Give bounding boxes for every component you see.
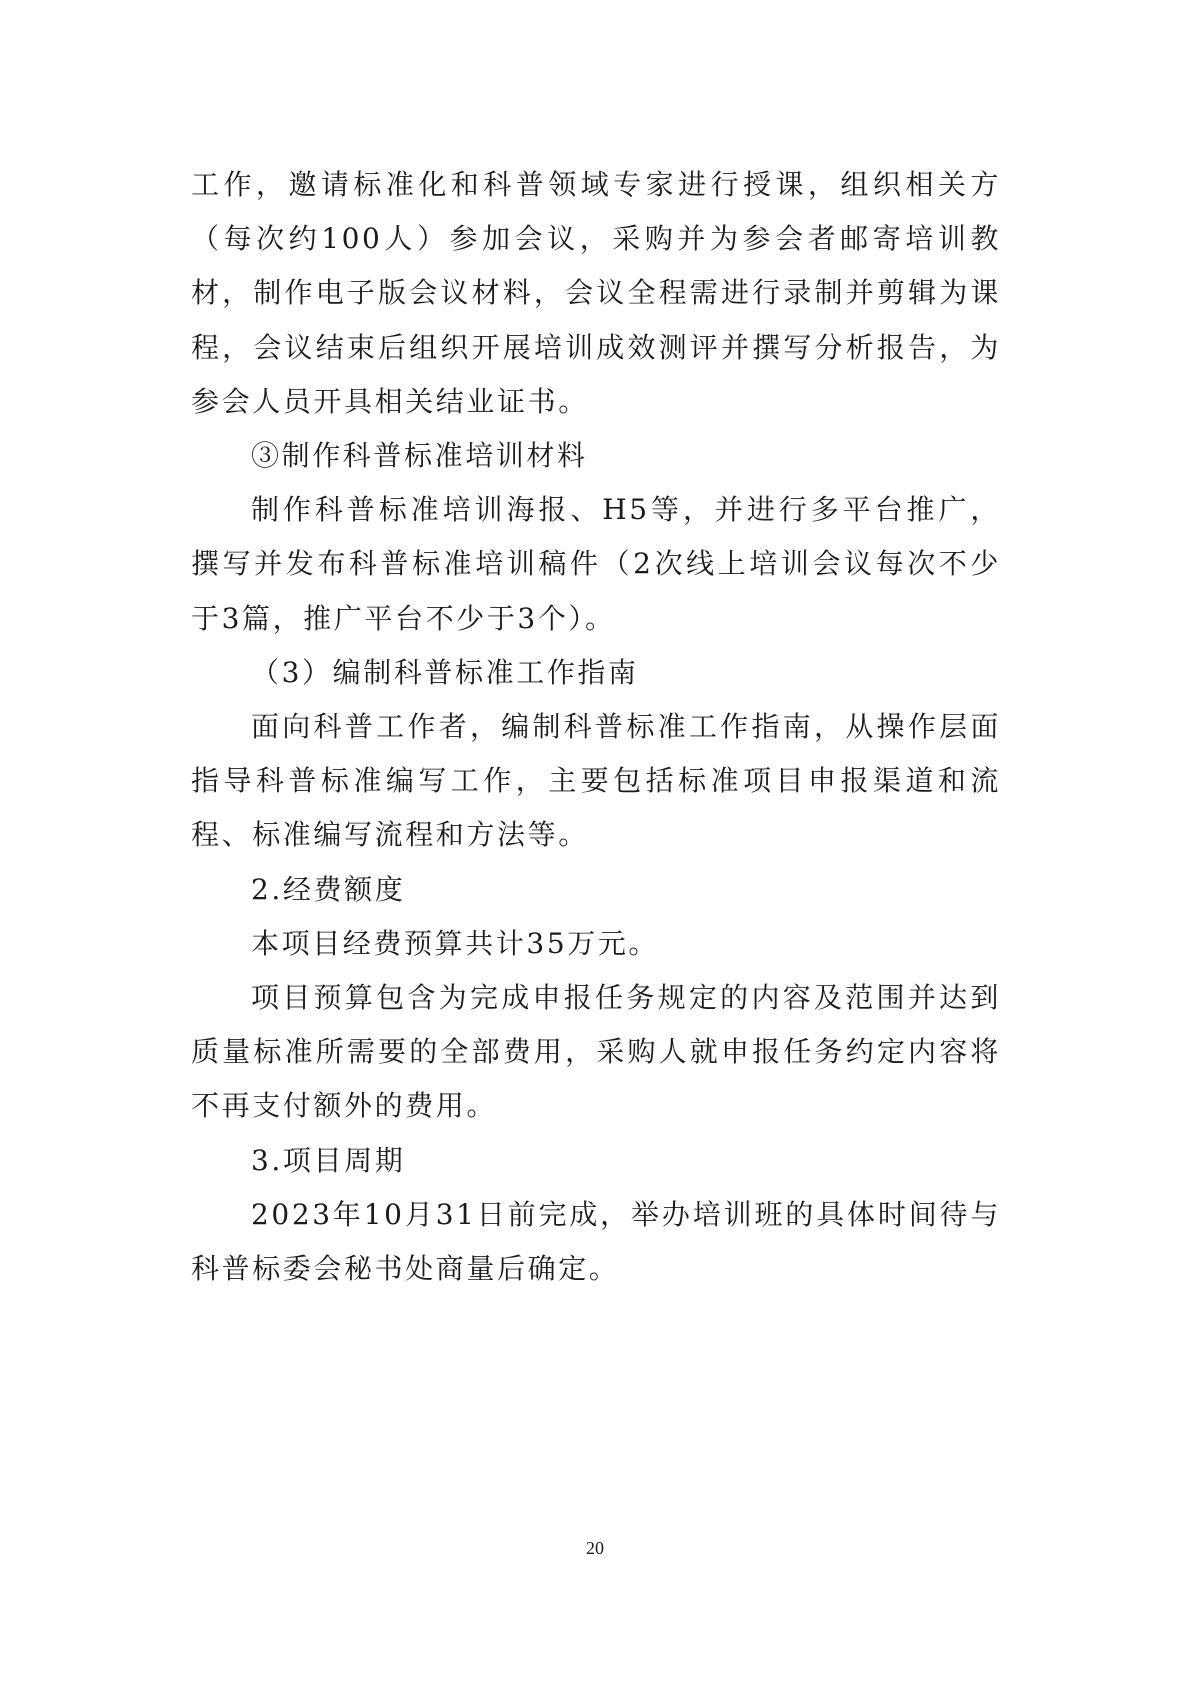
section-heading-period: 3.项目周期 — [251, 1143, 406, 1177]
paragraph-continuation: 工作，邀请标准化和科普领域专家进行授课，组织相关方（每次约100人）参加会议，采购并为参会者邮寄培训教材，制作电子版会议材料，会议全程需进行录制并剪辑为课程，会议结束后组织开展培训成效测评并撰写分析报告，为参会人员开具相关结业证书。 — [191, 168, 1001, 418]
subheading-work-guide: （3）编制科普标准工作指南 — [251, 655, 639, 689]
page-number: 20 — [586, 1538, 604, 1558]
subheading-training-materials: ③制作科普标准培训材料 — [251, 439, 588, 473]
paragraph-budget-scope: 项目预算包含为完成申报任务规定的内容及范围并达到质量标准所需要的全部费用，采购人就申报任务约定内容将不再支付额外的费用。 — [191, 981, 1001, 1123]
paragraph-work-guide: 面向科普工作者，编制科普标准工作指南，从操作层面指导科普标准编写工作，主要包括标准项目申报渠道和流程、标准编写流程和方法等。 — [191, 710, 1001, 852]
paragraph-budget-total: 本项目经费预算共计35万元。 — [251, 926, 660, 960]
section-heading-budget: 2.经费额度 — [251, 872, 406, 906]
paragraph-period: 2023年10月31日前完成，举办培训班的具体时间待与科普标委会秘书处商量后确定。 — [191, 1197, 1001, 1286]
paragraph-training-materials: 制作科普标准培训海报、H5等，并进行多平台推广，撰写并发布科普标准培训稿件（2次线上培训会议每次不少于3篇，推广平台不少于3个）。 — [191, 493, 1001, 635]
body-text — [191, 158, 1001, 1296]
